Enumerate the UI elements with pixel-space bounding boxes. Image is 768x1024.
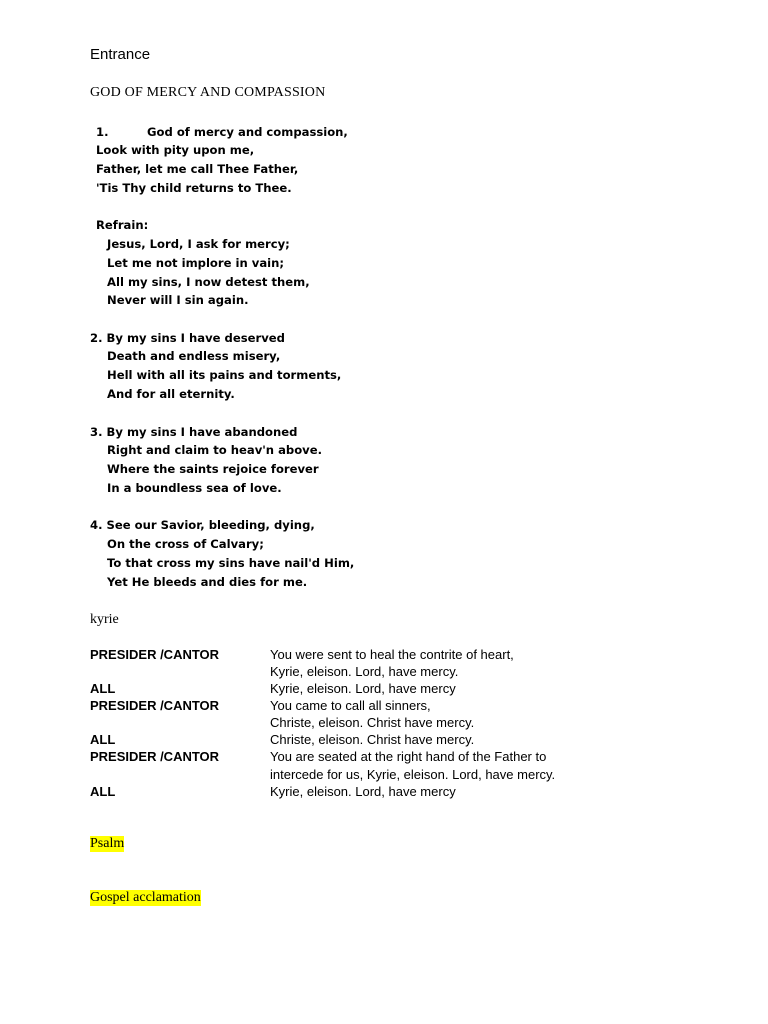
verse1-line: 'Tis Thy child returns to Thee. (96, 181, 292, 195)
refrain-line: Let me not implore in vain; (107, 256, 285, 270)
kyrie-text: You came to call all sinners, (270, 698, 431, 713)
hymn-title: GOD OF MERCY AND COMPASSION (90, 85, 326, 100)
kyrie-role: ALL (90, 732, 116, 747)
kyrie-text: Kyrie, eleison. Lord, have mercy (270, 681, 456, 696)
verse2-line: 2. By my sins I have deserved (90, 331, 285, 345)
kyrie-role: PRESIDER /CANTOR (90, 647, 220, 662)
kyrie-text: Christe, eleison. Christ have mercy. (270, 715, 475, 730)
verse1-line: Look with pity upon me, (96, 143, 255, 157)
verse3-line: Right and claim to heav'n above. (107, 443, 322, 457)
verse3-line: 3. By my sins I have abandoned (90, 425, 298, 439)
verse4-line: Yet He bleeds and dies for me. (107, 575, 308, 589)
kyrie-title: kyrie (90, 612, 119, 627)
verse2-line: Hell with all its pains and torments, (107, 368, 342, 382)
kyrie-text: Kyrie, eleison. Lord, have mercy. (270, 664, 459, 679)
verse1-line: Father, let me call Thee Father, (96, 162, 299, 176)
psalm-heading: Psalm (90, 836, 125, 851)
verse3-line: Where the saints rejoice forever (107, 462, 319, 476)
kyrie-text: Kyrie, eleison. Lord, have mercy (270, 784, 456, 799)
kyrie-role: ALL (90, 784, 116, 799)
kyrie-text: You are seated at the right hand of the Father to (270, 749, 547, 764)
kyrie-role: PRESIDER /CANTOR (90, 698, 220, 713)
verse4-line: To that cross my sins have nail'd Him, (107, 556, 355, 570)
verse1-number: 1. (96, 125, 109, 139)
refrain-line: Never will I sin again. (107, 293, 249, 307)
gospel-acclamation-heading: Gospel acclamation (90, 890, 201, 905)
verse4-line: On the cross of Calvary; (107, 537, 264, 551)
refrain-label: Refrain: (96, 218, 149, 232)
kyrie-role: ALL (90, 681, 116, 696)
verse2-line: Death and endless misery, (107, 349, 281, 363)
kyrie-role: PRESIDER /CANTOR (90, 749, 220, 764)
kyrie-text: Christe, eleison. Christ have mercy. (270, 732, 475, 747)
kyrie-text: intercede for us, Kyrie, eleison. Lord, have mercy. (270, 767, 556, 782)
verse2-line: And for all eternity. (107, 387, 235, 401)
section-heading-entrance: Entrance (90, 46, 151, 63)
refrain-line: Jesus, Lord, I ask for mercy; (107, 237, 290, 251)
kyrie-text: You were sent to heal the contrite of heart, (270, 647, 514, 662)
verse3-line: In a boundless sea of love. (107, 481, 282, 495)
refrain-line: All my sins, I now detest them, (107, 275, 310, 289)
verse4-line: 4. See our Savior, bleeding, dying, (90, 518, 315, 532)
verse1-line: God of mercy and compassion, (147, 125, 348, 139)
